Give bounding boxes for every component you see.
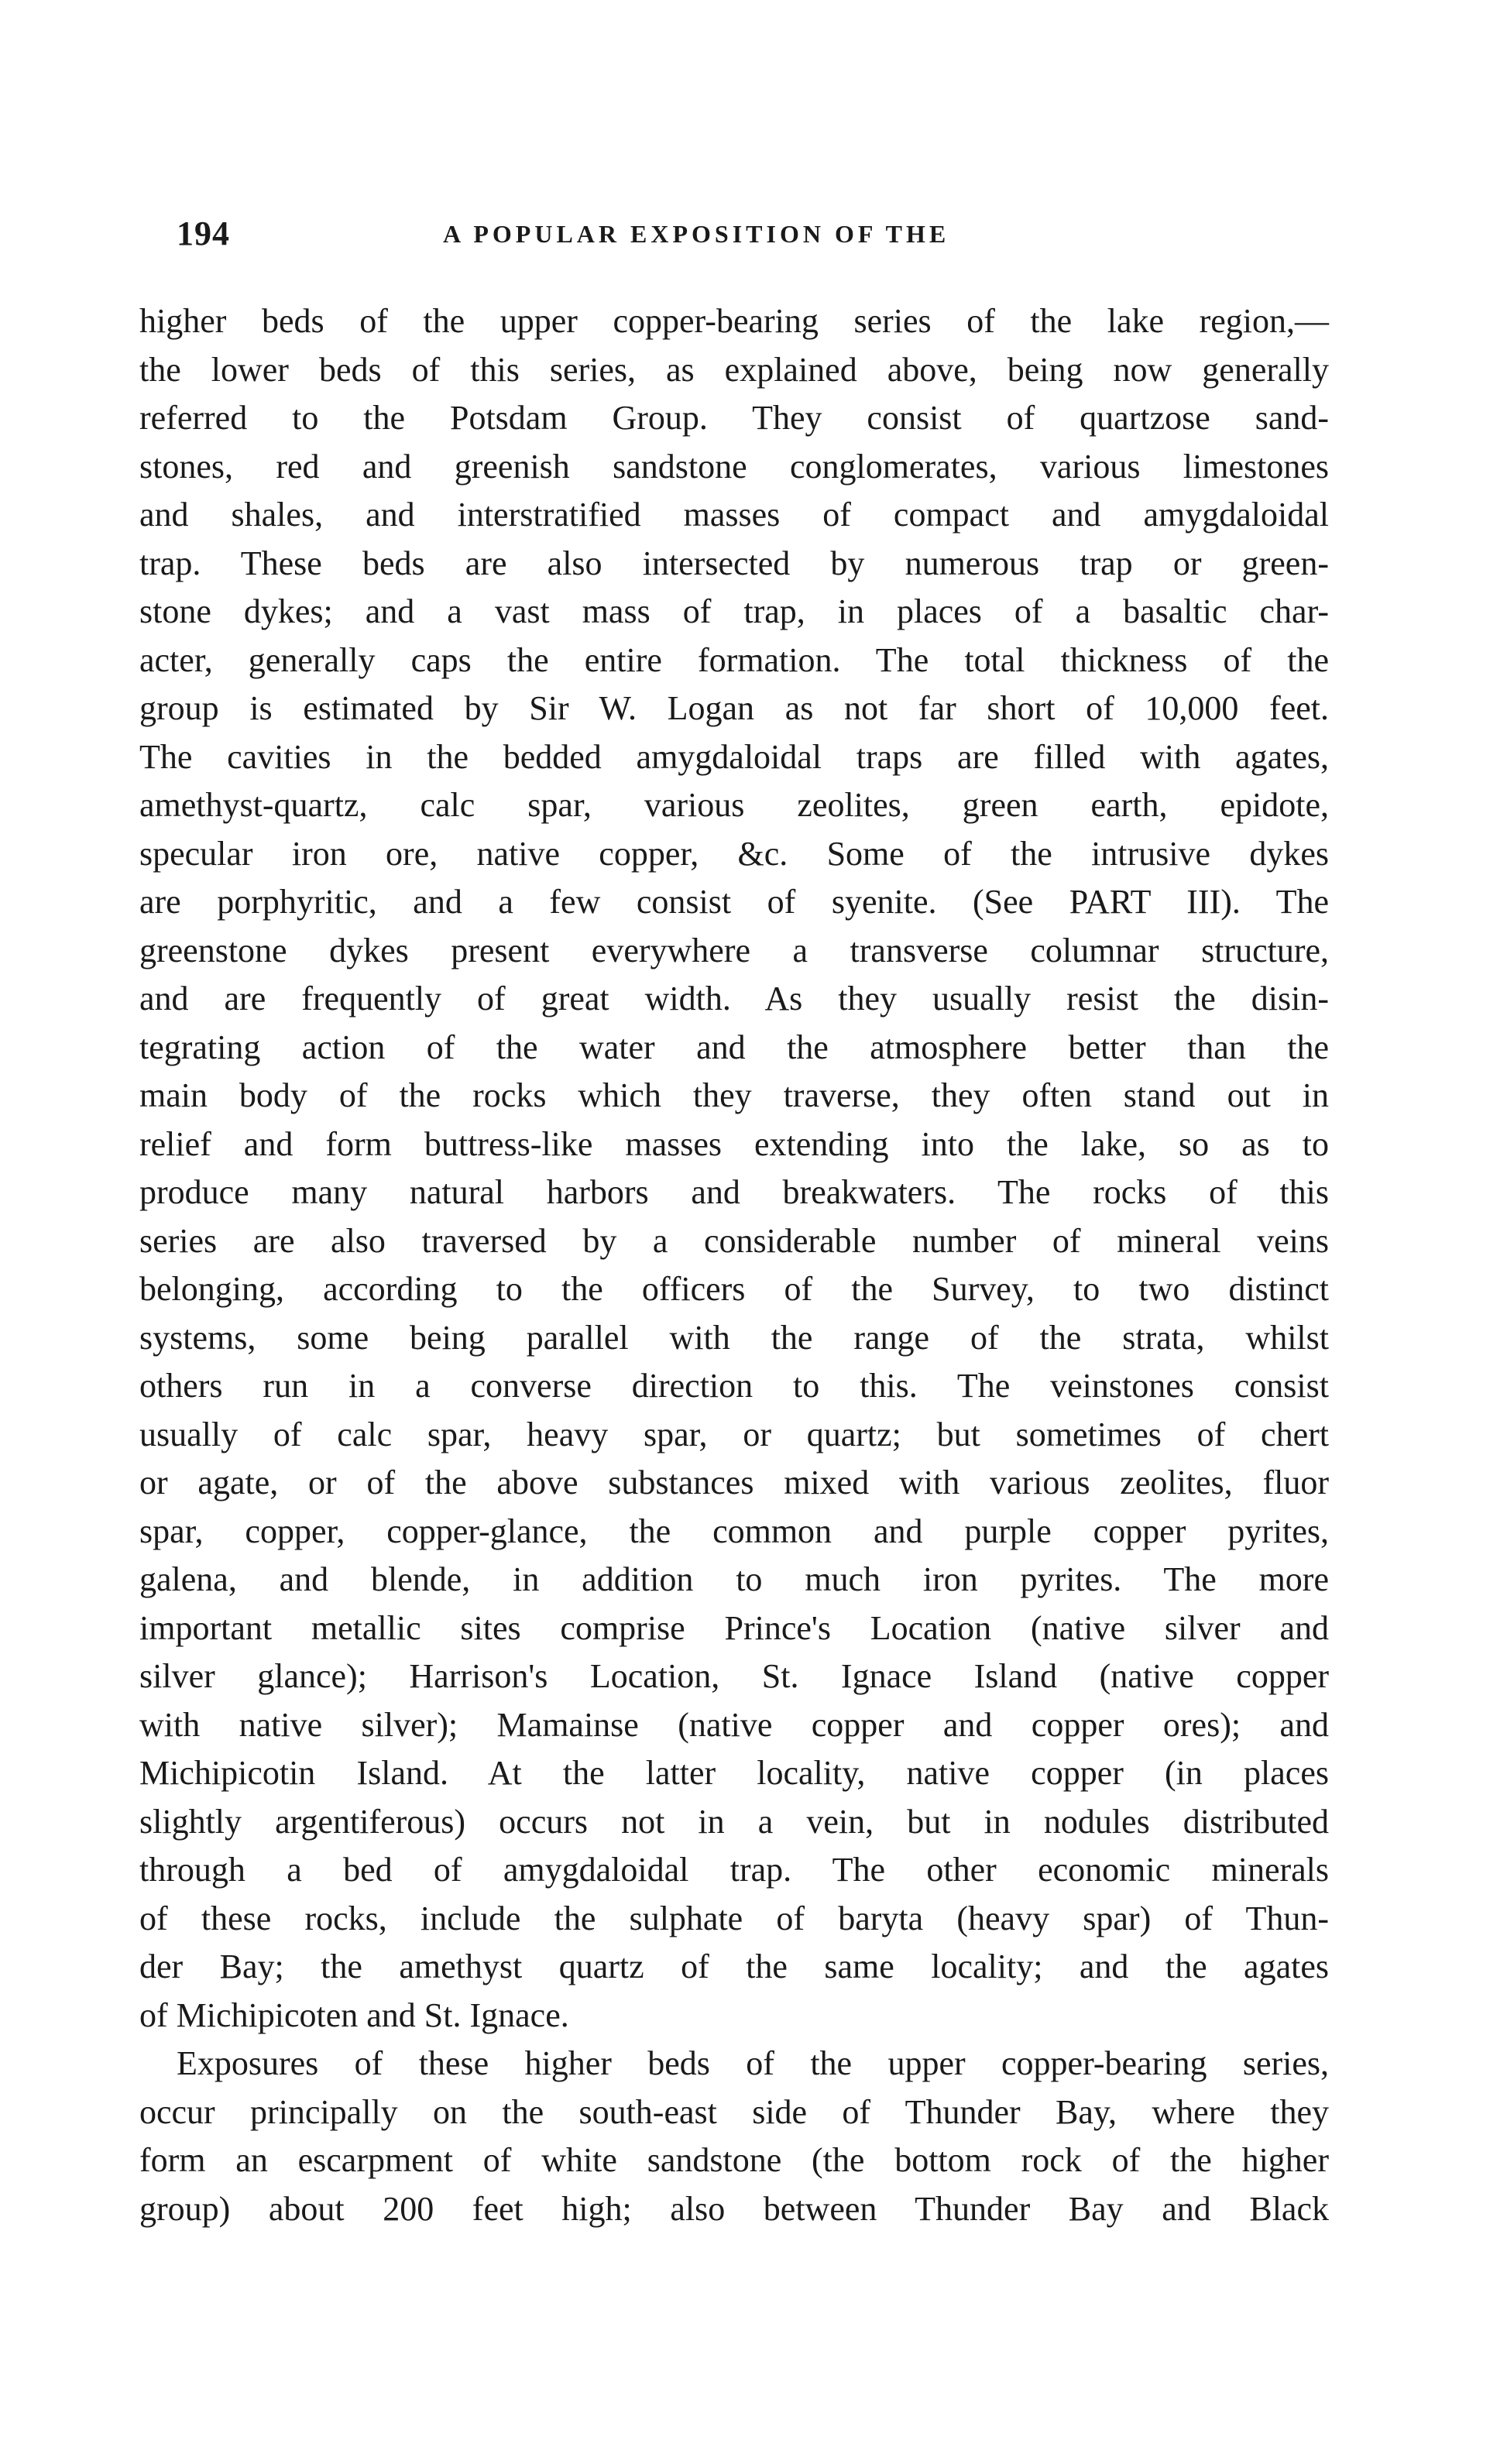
text-line: and are frequently of great width. As they usually resist the disin- [139, 980, 1329, 1018]
text-line: others run in a converse direction to this. The veinstones consist [139, 1367, 1329, 1405]
text-line: of these rocks, include the sulphate of baryta (heavy spar) of Thun- [139, 1899, 1329, 1937]
text-line: The cavities in the bedded amygdaloidal traps are filled with agates, [139, 737, 1329, 776]
text-line: silver glance); Harrison's Location, St. Ignace Island (native copper [139, 1657, 1329, 1695]
text-line: or agate, or of the above substances mixed with various zeolites, fluor [139, 1464, 1329, 1501]
text-line: systems, some being parallel with the range of the strata, whilst [139, 1318, 1329, 1357]
text-line: slightly argentiferous) occurs not in a vein, but in nodules distributed [139, 1802, 1329, 1841]
text-line: form an escarpment of white sandstone (the bottom rock of the higher [139, 2141, 1329, 2179]
text-line: main body of the rocks which they traverse, they often stand out in [139, 1076, 1329, 1114]
running-head [177, 209, 1329, 259]
text-line: Exposures of these higher beds of the upper copper-bearing series, [177, 2044, 1329, 2082]
text-line: series are also traversed by a considerable number of mineral veins [139, 1221, 1329, 1260]
body-text [139, 297, 1329, 2233]
text-line: galena, and blende, in addition to much iron pyrites. The more [139, 1560, 1329, 1598]
text-line: greenstone dykes present everywhere a transverse columnar structure, [139, 931, 1329, 969]
text-line: specular iron ore, native copper, &c. Some of the intrusive dykes [139, 834, 1329, 873]
text-line: the lower beds of this series, as explained above, being now generally [139, 350, 1329, 389]
text-line: higher beds of the upper copper-bearing series of the lake region,— [139, 302, 1329, 340]
text-line: group is estimated by Sir W. Logan as not far short of 10,000 feet. [139, 689, 1329, 727]
paragraph-2 [139, 2040, 1329, 2233]
text-line: of Michipicoten and St. Ignace. [139, 1996, 569, 2034]
text-line: trap. These beds are also intersected by numerous trap or green- [139, 544, 1329, 582]
text-line: occur principally on the south-east side of Thunder Bay, where they [139, 2092, 1329, 2131]
text-line: acter, generally caps the entire formation. The total thickness of the [139, 640, 1329, 679]
text-line: are porphyritic, and a few consist of syenite. (See PART III). The [139, 883, 1329, 921]
paragraph-1 [139, 297, 1329, 2040]
text-line: Michipicotin Island. At the latter locality, native copper (in places [139, 1754, 1329, 1792]
text-line: group) about 200 feet high; also between Thunder Bay and Black [139, 2189, 1329, 2228]
running-title: A POPULAR EXPOSITION OF THE [443, 220, 950, 248]
text-line: and shales, and interstratified masses of compact and amygdaloidal [139, 496, 1329, 534]
text-line: stones, red and greenish sandstone conglomerates, various limestones [139, 447, 1329, 486]
text-line: der Bay; the amethyst quartz of the same locality; and the agates [139, 1948, 1329, 1985]
text-line: spar, copper, copper-glance, the common and purple copper pyrites, [139, 1512, 1329, 1550]
text-line: belonging, according to the officers of the Survey, to two distinct [139, 1270, 1329, 1308]
text-line: stone dykes; and a vast mass of trap, in places of a basaltic char- [139, 592, 1329, 630]
text-line: relief and form buttress-like masses extending into the lake, so as to [139, 1124, 1329, 1163]
text-line: important metallic sites comprise Prince's Location (native silver and [139, 1608, 1329, 1647]
text-line: with native silver); Mamainse (native copper and copper ores); and [139, 1705, 1329, 1744]
text-line: usually of calc spar, heavy spar, or quartz; but sometimes of chert [139, 1415, 1329, 1453]
text-line: produce many natural harbors and breakwaters. The rocks of this [139, 1173, 1329, 1211]
page-number: 194 [177, 214, 230, 252]
text-line: through a bed of amygdaloidal trap. The other economic minerals [139, 1851, 1329, 1889]
text-line: referred to the Potsdam Group. They consist of quartzose sand- [139, 399, 1329, 437]
text-line: tegrating action of the water and the atmosphere better than the [139, 1028, 1329, 1066]
text-line: amethyst-quartz, calc spar, various zeolites, green earth, epidote, [139, 786, 1329, 824]
